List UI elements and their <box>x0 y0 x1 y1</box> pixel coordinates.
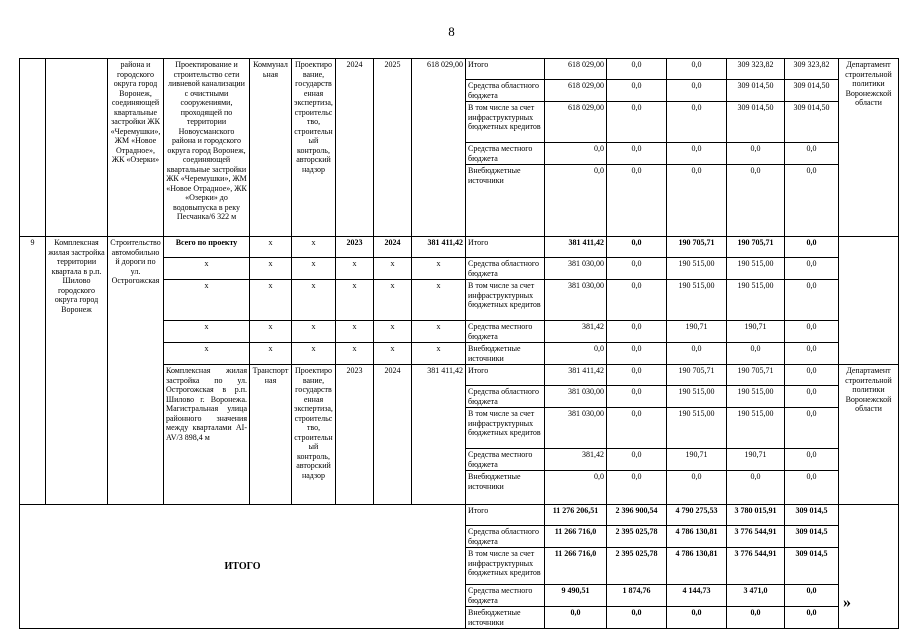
funding-source: Средства областного бюджета <box>466 258 545 280</box>
amount-cell: 3 776 544,91 <box>727 548 785 585</box>
amount-cell: 0,0 <box>785 585 839 607</box>
amount-cell: 190 515,00 <box>727 408 785 449</box>
x-cell: x <box>250 258 292 280</box>
funding-source: Средства областного бюджета <box>466 386 545 408</box>
year-start: 2024 <box>336 59 374 237</box>
year-end: 2024 <box>374 365 412 505</box>
amount-cell: 309 323,82 <box>785 59 839 80</box>
amount-cell: 0,0 <box>785 607 839 629</box>
amount-cell: 190 515,00 <box>727 258 785 280</box>
amount-cell: 190,71 <box>727 449 785 471</box>
x-cell: x <box>250 321 292 343</box>
amount-cell: 0,0 <box>545 343 607 365</box>
municipality-cell: Строительство автомобильной дороги по ул. Острогожская <box>108 237 164 505</box>
cost-cell: 381 411,42 <box>412 365 466 505</box>
amount-cell: 0,0 <box>667 343 727 365</box>
table-row <box>20 505 899 526</box>
funding-source: Итого <box>466 237 545 258</box>
amount-cell: 381 030,00 <box>545 386 607 408</box>
amount-cell: 0,0 <box>785 471 839 505</box>
amount-cell: 2 395 025,78 <box>607 526 667 548</box>
amount-cell: 0,0 <box>667 59 727 80</box>
amount-cell: 381 030,00 <box>545 280 607 321</box>
amount-cell: 1 874,76 <box>607 585 667 607</box>
amount-cell: 0,0 <box>727 607 785 629</box>
stage-cell: Проектирование, государственная экспертиза, строительство, строительный контроль, авторский надзор <box>292 365 336 505</box>
project-name: Комплексная жилая застройка по ул. Острогожская в р.п. Шилово г. Воронежа. Магистральная улица районного значения между кварталами AI-AV/3 898,4 м <box>164 365 250 505</box>
amount-cell: 381 030,00 <box>545 258 607 280</box>
amount-cell: 190 515,00 <box>667 408 727 449</box>
amount-cell: 0,0 <box>607 408 667 449</box>
x-cell: x <box>336 343 374 365</box>
amount-cell: 190 705,71 <box>727 365 785 386</box>
grand-total-label: ИТОГО <box>20 505 466 629</box>
amount-cell: 309 014,50 <box>727 102 785 143</box>
amount-cell: 4 786 130,81 <box>667 526 727 548</box>
amount-cell: 190 515,00 <box>667 280 727 321</box>
cost-cell: 381 411,42 <box>412 237 466 258</box>
x-cell: x <box>374 258 412 280</box>
funding-source: Средства областного бюджета <box>466 526 545 548</box>
project-name: Проектирование и строительство сети ливневой канализации с очистными сооружениями, проходящей по территории Новоусманского района и городского округа город Воронеж, соединяющей квартальные застройки ЖК «Черемушки», ЖМ «Новое Отрадное», ЖК «Озерки» до водовыпуска в реку Песчанка/6 322 м <box>164 59 250 237</box>
x-cell: x <box>292 237 336 258</box>
amount-cell: 0,0 <box>785 343 839 365</box>
amount-cell: 0,0 <box>607 237 667 258</box>
amount-cell: 0,0 <box>785 165 839 237</box>
funding-source: Внебюджетные источники <box>466 471 545 505</box>
amount-cell: 0,0 <box>785 280 839 321</box>
responsible-cell: Департамент строительной политики Воронежской области <box>839 365 899 505</box>
amount-cell: 0,0 <box>785 408 839 449</box>
x-cell: x <box>164 343 250 365</box>
amount-cell: 4 144,73 <box>667 585 727 607</box>
amount-cell: 9 490,51 <box>545 585 607 607</box>
funding-source: Итого <box>466 365 545 386</box>
amount-cell: 3 471,0 <box>727 585 785 607</box>
amount-cell: 309 014,50 <box>785 80 839 102</box>
amount-cell: 11 276 206,51 <box>545 505 607 526</box>
funding-source: Внебюджетные источники <box>466 607 545 629</box>
x-cell: x <box>336 258 374 280</box>
amount-cell: 0,0 <box>607 80 667 102</box>
amount-cell: 309 014,5 <box>785 505 839 526</box>
amount-cell: 0,0 <box>545 165 607 237</box>
x-cell: x <box>412 343 466 365</box>
funding-source: Итого <box>466 59 545 80</box>
amount-cell: 0,0 <box>667 102 727 143</box>
funding-source: Средства местного бюджета <box>466 321 545 343</box>
funding-source: Средства областного бюджета <box>466 80 545 102</box>
amount-cell: 0,0 <box>727 343 785 365</box>
amount-cell: 0,0 <box>607 280 667 321</box>
funding-source: В том числе за счет инфраструктурных бюджетных кредитов <box>466 102 545 143</box>
amount-cell: 190 705,71 <box>667 365 727 386</box>
amount-cell: 0,0 <box>607 258 667 280</box>
funding-source: В том числе за счет инфраструктурных бюджетных кредитов <box>466 408 545 449</box>
amount-cell: 190 515,00 <box>727 386 785 408</box>
x-cell: x <box>164 280 250 321</box>
table-row <box>20 237 899 258</box>
x-cell: x <box>164 321 250 343</box>
amount-cell: 309 014,50 <box>727 80 785 102</box>
funding-source: В том числе за счет инфраструктурных бюджетных кредитов <box>466 280 545 321</box>
x-cell: x <box>292 343 336 365</box>
x-cell: x <box>292 280 336 321</box>
amount-cell: 309 014,5 <box>785 548 839 585</box>
amount-cell: 0,0 <box>545 607 607 629</box>
amount-cell: 0,0 <box>785 365 839 386</box>
amount-cell: 0,0 <box>667 80 727 102</box>
year-end: 2024 <box>374 237 412 258</box>
closing-quote: » <box>843 594 851 611</box>
amount-cell: 11 266 716,0 <box>545 526 607 548</box>
x-cell: x <box>250 237 292 258</box>
funding-source: Внебюджетные источники <box>466 343 545 365</box>
amount-cell: 0,0 <box>667 607 727 629</box>
amount-cell: 0,0 <box>727 165 785 237</box>
amount-cell: 0,0 <box>607 449 667 471</box>
amount-cell: 0,0 <box>607 59 667 80</box>
amount-cell: 309 014,5 <box>785 526 839 548</box>
amount-cell: 0,0 <box>785 237 839 258</box>
amount-cell: 4 790 275,53 <box>667 505 727 526</box>
funding-source: Средства местного бюджета <box>466 449 545 471</box>
amount-cell: 0,0 <box>607 143 667 165</box>
funding-source: Итого <box>466 505 545 526</box>
amount-cell: 3 776 544,91 <box>727 526 785 548</box>
x-cell: x <box>336 321 374 343</box>
x-cell: x <box>250 280 292 321</box>
amount-cell: 190,71 <box>667 321 727 343</box>
amount-cell: 381 411,42 <box>545 237 607 258</box>
amount-cell: 190 515,00 <box>727 280 785 321</box>
amount-cell: 0,0 <box>785 143 839 165</box>
x-cell: x <box>292 321 336 343</box>
row-number: 9 <box>20 237 46 505</box>
amount-cell: 0,0 <box>607 365 667 386</box>
row-number <box>20 59 46 237</box>
amount-cell: 0,0 <box>607 607 667 629</box>
amount-cell: 11 266 716,0 <box>545 548 607 585</box>
responsible-cell <box>839 237 899 365</box>
object-name: Комплексная жилая застройка территории квартала в р.п. Шилово городского округа город Воронеж <box>46 237 108 505</box>
amount-cell: 0,0 <box>785 386 839 408</box>
amount-cell: 0,0 <box>545 471 607 505</box>
amount-cell: 381 411,42 <box>545 365 607 386</box>
financing-table <box>19 58 899 629</box>
x-cell: x <box>374 321 412 343</box>
object-name <box>46 59 108 237</box>
amount-cell: 190 705,71 <box>727 237 785 258</box>
year-start: 2023 <box>336 237 374 258</box>
x-cell: x <box>374 280 412 321</box>
x-cell: x <box>292 258 336 280</box>
stage-cell: Проектирование, государственная экспертиза, строительство, строительный контроль, авторский надзор <box>292 59 336 237</box>
amount-cell: 3 780 015,91 <box>727 505 785 526</box>
amount-cell: 309 014,50 <box>785 102 839 143</box>
amount-cell: 190,71 <box>727 321 785 343</box>
amount-cell: 2 395 025,78 <box>607 548 667 585</box>
x-cell: x <box>374 343 412 365</box>
sphere-cell: Коммунальная <box>250 59 292 237</box>
amount-cell: 4 786 130,81 <box>667 548 727 585</box>
responsible-cell: Департамент строительной политики Воронежской области <box>839 59 899 237</box>
x-cell: x <box>412 280 466 321</box>
year-start: 2023 <box>336 365 374 505</box>
amount-cell: 0,0 <box>545 143 607 165</box>
total-label: Всего по проекту <box>164 237 250 258</box>
amount-cell: 618 029,00 <box>545 102 607 143</box>
amount-cell: 0,0 <box>607 386 667 408</box>
amount-cell: 190 515,00 <box>667 258 727 280</box>
table-row <box>20 59 899 80</box>
x-cell: x <box>250 343 292 365</box>
x-cell: x <box>164 258 250 280</box>
x-cell: x <box>412 258 466 280</box>
amount-cell: 190 705,71 <box>667 237 727 258</box>
funding-source: Внебюджетные источники <box>466 165 545 237</box>
amount-cell: 309 323,82 <box>727 59 785 80</box>
amount-cell: 0,0 <box>785 258 839 280</box>
page-number: 8 <box>448 24 455 39</box>
amount-cell: 618 029,00 <box>545 59 607 80</box>
amount-cell: 0,0 <box>607 343 667 365</box>
amount-cell: 0,0 <box>667 143 727 165</box>
amount-cell: 2 396 900,54 <box>607 505 667 526</box>
amount-cell: 618 029,00 <box>545 80 607 102</box>
amount-cell: 0,0 <box>607 102 667 143</box>
amount-cell: 0,0 <box>785 321 839 343</box>
sphere-cell: Транспортная <box>250 365 292 505</box>
amount-cell: 0,0 <box>785 449 839 471</box>
funding-source: Средства местного бюджета <box>466 585 545 607</box>
amount-cell: 381,42 <box>545 321 607 343</box>
municipality-cell: района и городского округа город Воронеж, соединяющей квартальные застройки ЖК «Черемушки», ЖМ «Новое Отрадное», ЖК «Озерки» <box>108 59 164 237</box>
amount-cell: 190,71 <box>667 449 727 471</box>
year-end: 2025 <box>374 59 412 237</box>
amount-cell: 0,0 <box>607 165 667 237</box>
funding-source: В том числе за счет инфраструктурных бюджетных кредитов <box>466 548 545 585</box>
amount-cell: 0,0 <box>607 321 667 343</box>
amount-cell: 0,0 <box>667 165 727 237</box>
amount-cell: 0,0 <box>727 143 785 165</box>
amount-cell: 0,0 <box>607 471 667 505</box>
funding-source: Средства местного бюджета <box>466 143 545 165</box>
amount-cell: 0,0 <box>727 471 785 505</box>
amount-cell: 381,42 <box>545 449 607 471</box>
x-cell: x <box>336 280 374 321</box>
x-cell: x <box>412 321 466 343</box>
amount-cell: 381 030,00 <box>545 408 607 449</box>
amount-cell: 0,0 <box>667 471 727 505</box>
amount-cell: 190 515,00 <box>667 386 727 408</box>
cost-cell: 618 029,00 <box>412 59 466 237</box>
